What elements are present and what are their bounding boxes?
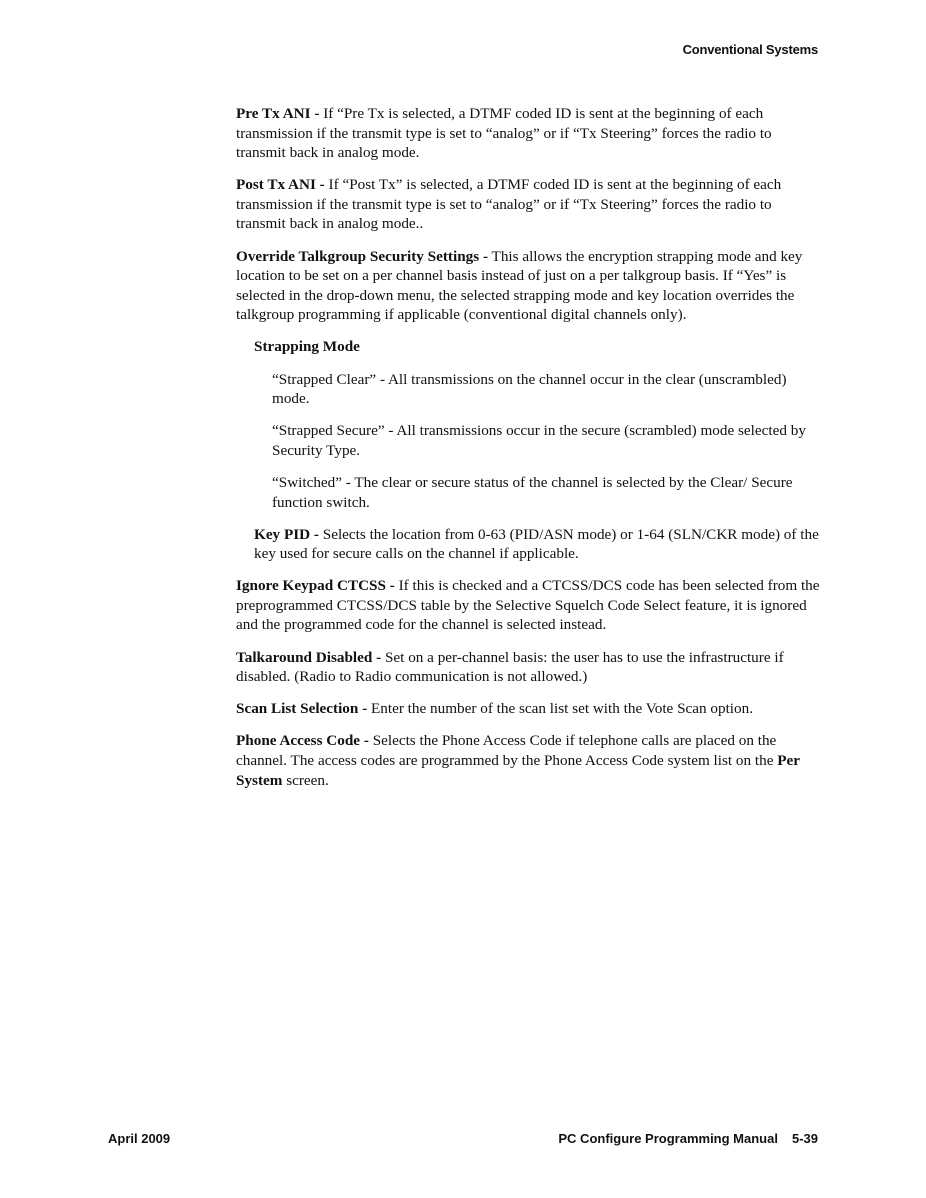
term-phone-access-code: Phone Access Code - (236, 732, 369, 750)
desc-override-talkgroup: This allows the encryption strapping mode and key location to be set on a per channel basis instead of just on a per talkgroup basis. If “Yes” is selected in the drop-down menu, the selected strapping mode and key location overrides the talkgroup programming if applicable (conventional digital channels only). (236, 247, 803, 324)
term-pre-tx-ani: Pre Tx ANI - (236, 105, 320, 122)
paragraph-ignore-keypad-ctcss (236, 576, 820, 635)
strapping-item-secure: “Strapped Secure” - All transmissions occur in the secure (scrambled) mode selected by Security Type. (272, 422, 806, 459)
term-post-tx-ani: Post Tx ANI - (236, 176, 325, 194)
per-system-reference: Per System (236, 751, 800, 789)
paragraph-pre-tx-ani (236, 104, 820, 163)
paragraph-post-tx-ani (236, 175, 820, 234)
desc-ignore-keypad-ctcss: If this is checked and a CTCSS/DCS code has been selected from the preprogrammed CTCSS/DCS table by the Selective Squelch Code Select feature, it is ignored and the programmed code for the channel is selected instead. (236, 577, 820, 634)
page-footer-right (558, 1131, 818, 1146)
desc-phone-access-code-end: screen. (282, 771, 329, 789)
term-talkaround-disabled: Talkaround Disabled - (236, 648, 382, 666)
page-header (683, 42, 818, 57)
manual-title: PC Configure Programming Manual (558, 1131, 778, 1146)
desc-post-tx-ani: If “Post Tx” is selected, a DTMF coded ID is sent at the beginning of each transmission if the transmit type is set to “analog” or if “Tx Steering” forces the radio to transmit back in analog mode.. (236, 176, 782, 233)
strapping-item-switched: “Switched” - The clear or secure status of the channel is selected by the Clear/ Secure function switch. (272, 473, 793, 511)
desc-talkaround-disabled: Set on a per-channel basis: the user has to use the infrastructure if disabled. (Radio to Radio communication is not allowed.) (236, 648, 784, 686)
heading-strapping-mode: Strapping Mode (254, 338, 360, 356)
section-title: Conventional Systems (682, 42, 818, 57)
page-number: 5-39 (791, 1131, 818, 1146)
document-body (236, 104, 820, 803)
desc-pre-tx-ani: If “Pre Tx is selected, a DTMF coded ID is sent at the beginning of each transmission if the transmit type is set to “analog” or if “Tx Steering” forces the radio to transmit back in analog mode. (236, 105, 772, 162)
strapping-item-clear: “Strapped Clear” - All transmissions on the channel occur in the clear (unscrambled) mode. (272, 370, 787, 408)
paragraph-talkaround-disabled (236, 648, 820, 687)
term-ignore-keypad-ctcss: Ignore Keypad CTCSS - (236, 577, 395, 595)
desc-key-pid: Selects the location from 0-63 (PID/ASN mode) or 1-64 (SLN/CKR mode) of the key used for secure calls on the channel if applicable. (254, 525, 819, 563)
desc-phone-access-code: Selects the Phone Access Code if telephone calls are placed on the channel. The access codes are programmed by the Phone Access Code system list on the (236, 732, 778, 769)
desc-scan-list-selection: Enter the number of the scan list set with the Vote Scan option. (367, 700, 754, 718)
paragraph-key-pid (254, 525, 820, 564)
footer-date: April 2009 (108, 1131, 171, 1146)
term-key-pid: Key PID - (254, 525, 319, 543)
paragraph-override-talkgroup (236, 247, 820, 325)
paragraph-scan-list-selection (236, 699, 820, 719)
term-override-talkgroup: Override Talkgroup Security Settings - (236, 247, 489, 265)
term-scan-list-selection: Scan List Selection - (236, 700, 368, 718)
paragraph-phone-access-code (236, 731, 820, 790)
